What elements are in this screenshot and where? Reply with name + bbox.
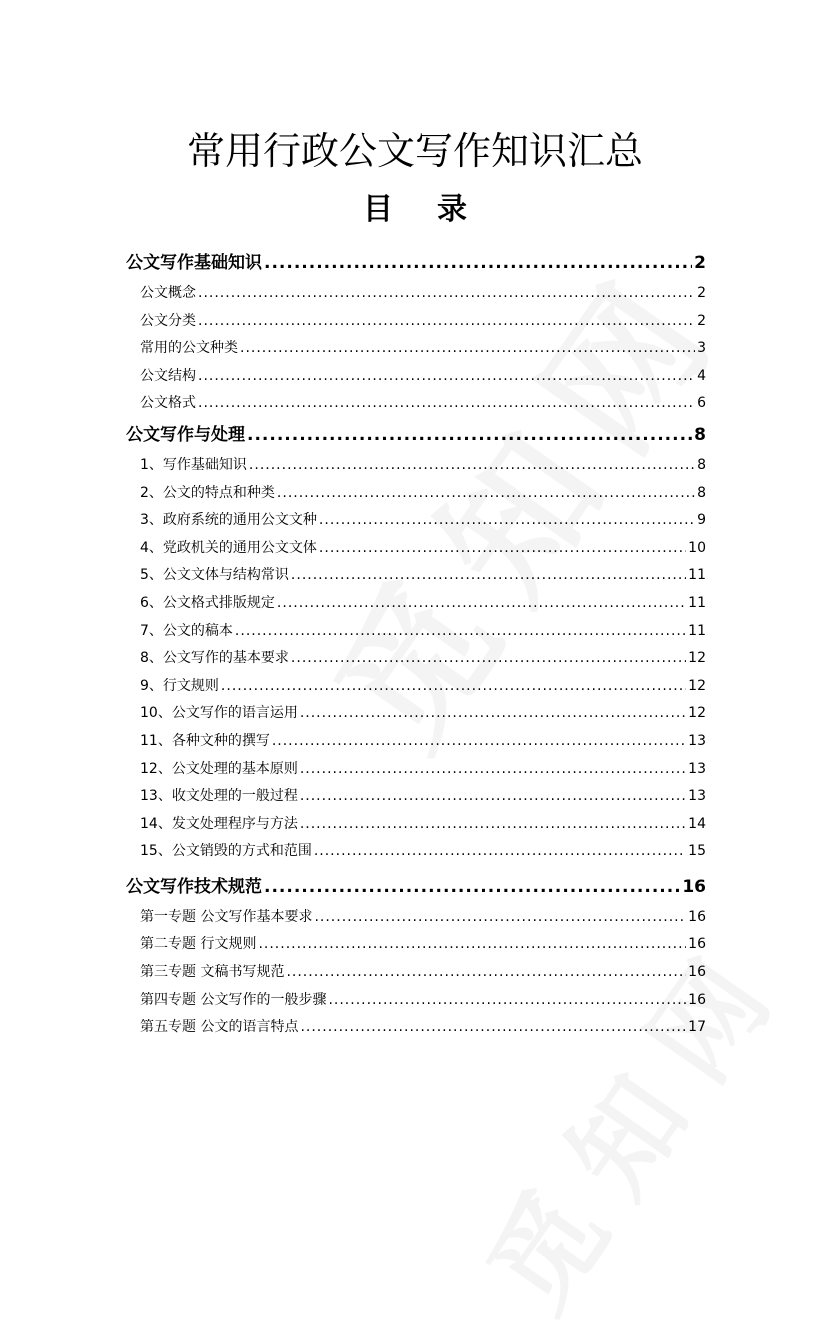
toc-entry-title: 公文写作与处理: [126, 424, 245, 445]
toc-entry-page: 12: [688, 705, 706, 722]
toc-item-entry[interactable]: [126, 959, 706, 987]
toc-item-entry[interactable]: [126, 756, 706, 784]
dot-leader: [247, 418, 692, 452]
toc-entry-page: 8: [694, 424, 706, 445]
dot-leader: [300, 756, 686, 784]
dot-leader: [300, 811, 686, 839]
toc-item-entry[interactable]: [126, 480, 706, 508]
toc-entry-page: 14: [688, 815, 706, 832]
dot-leader: [328, 987, 686, 1015]
toc-entry-title: 4、党政机关的通用公文文体: [140, 539, 317, 556]
toc-item-entry[interactable]: [126, 700, 706, 728]
toc-entry-title: 第二专题 行文规则: [140, 936, 257, 953]
dot-leader: [264, 870, 680, 904]
toc-entry-page: 17: [688, 1019, 706, 1036]
toc-item-entry[interactable]: [126, 838, 706, 866]
toc-entry-page: 12: [688, 650, 706, 667]
toc-entry-title: 第四专题 公文写作的一般步骤: [140, 991, 327, 1008]
dot-leader: [258, 931, 686, 959]
toc-entry-title: 第五专题 公文的语言特点: [140, 1019, 299, 1036]
dot-leader: [300, 783, 686, 811]
toc-item-entry[interactable]: [126, 783, 706, 811]
toc-item-entry[interactable]: [126, 562, 706, 590]
toc-item-entry[interactable]: [126, 1014, 706, 1042]
toc-entry-title: 公文写作基础知识: [126, 253, 262, 273]
dot-leader: [272, 728, 686, 756]
toc-item-entry[interactable]: [126, 728, 706, 756]
toc-entry-page: 9: [697, 512, 706, 529]
toc-item-entry[interactable]: [126, 363, 706, 391]
toc-entry-title: 10、公文写作的语言运用: [140, 705, 298, 722]
dot-leader: [198, 363, 695, 391]
toc-entry-page: 2: [694, 253, 706, 273]
toc-item-entry[interactable]: [126, 904, 706, 932]
toc-entry-title: 15、公文销毁的方式和范围: [140, 843, 312, 860]
toc-entry-title: 公文结构: [140, 367, 196, 384]
toc-item-entry[interactable]: [126, 535, 706, 563]
dot-leader: [235, 618, 686, 646]
toc-item-entry[interactable]: [126, 335, 706, 363]
toc-item-entry[interactable]: [126, 452, 706, 480]
dot-leader: [277, 480, 695, 508]
toc-entry-title: 第一专题 公文写作基本要求: [140, 908, 313, 925]
dot-leader: [300, 700, 686, 728]
toc-entry-page: 12: [688, 677, 706, 694]
toc-entry-title: 11、各种文种的撰写: [140, 732, 270, 749]
toc-item-entry[interactable]: [126, 308, 706, 336]
toc-item-entry[interactable]: [126, 507, 706, 535]
toc-entry-page: 10: [688, 539, 706, 556]
dot-leader: [314, 904, 686, 932]
toc-entry-title: 公文分类: [140, 312, 196, 329]
dot-leader: [291, 645, 686, 673]
toc-item-entry[interactable]: [126, 811, 706, 839]
toc-entry-title: 7、公文的稿本: [140, 622, 233, 639]
toc-item-entry[interactable]: [126, 931, 706, 959]
toc-entry-title: 常用的公文种类: [140, 340, 238, 357]
toc-section-entry[interactable]: [126, 418, 706, 452]
dot-leader: [286, 959, 686, 987]
toc-entry-page: 16: [688, 991, 706, 1008]
table-of-contents: [126, 246, 706, 1042]
toc-entry-title: 公文写作技术规范: [126, 876, 262, 897]
toc-item-entry[interactable]: [126, 590, 706, 618]
toc-entry-page: 2: [697, 312, 706, 329]
toc-entry-title: 8、公文写作的基本要求: [140, 650, 289, 667]
toc-item-entry[interactable]: [126, 645, 706, 673]
toc-heading-char: 录: [437, 192, 467, 227]
toc-entry-page: 11: [688, 622, 706, 639]
toc-entry-page: 16: [688, 936, 706, 953]
toc-entry-title: 9、行文规则: [140, 677, 219, 694]
toc-entry-title: 12、公文处理的基本原则: [140, 760, 298, 777]
toc-entry-page: 16: [682, 876, 706, 897]
toc-entry-page: 11: [688, 594, 706, 611]
toc-entry-title: 2、公文的特点和种类: [140, 484, 275, 501]
toc-section-entry[interactable]: [126, 870, 706, 904]
toc-item-entry[interactable]: [126, 280, 706, 308]
toc-entry-title: 13、收文处理的一般过程: [140, 788, 298, 805]
dot-leader: [198, 308, 695, 336]
toc-entry-title: 第三专题 文稿书写规范: [140, 964, 285, 981]
toc-item-entry[interactable]: [126, 618, 706, 646]
toc-entry-title: 3、政府系统的通用公文文种: [140, 512, 317, 529]
toc-heading: [0, 188, 830, 232]
toc-heading-char: 目: [363, 192, 393, 227]
toc-entry-title: 5、公文文体与结构常识: [140, 567, 289, 584]
toc-item-entry[interactable]: [126, 987, 706, 1015]
dot-leader: [240, 335, 695, 363]
document-title: 常用行政公文写作知识汇总: [186, 129, 643, 173]
toc-entry-page: 11: [688, 567, 706, 584]
dot-leader: [314, 838, 686, 866]
dot-leader: [291, 562, 686, 590]
toc-entry-page: 4: [697, 367, 706, 384]
toc-item-entry[interactable]: [126, 390, 706, 418]
toc-entry-page: 13: [688, 732, 706, 749]
dot-leader: [277, 590, 686, 618]
toc-entry-page: 6: [697, 395, 706, 412]
toc-entry-page: 16: [688, 964, 706, 981]
toc-section-entry[interactable]: [126, 246, 706, 280]
toc-entry-page: 3: [697, 340, 706, 357]
toc-entry-page: 13: [688, 788, 706, 805]
dot-leader: [249, 452, 695, 480]
dot-leader: [221, 673, 686, 701]
toc-item-entry[interactable]: [126, 673, 706, 701]
toc-entry-page: 16: [688, 908, 706, 925]
toc-entry-title: 6、公文格式排版规定: [140, 594, 275, 611]
dot-leader: [300, 1014, 686, 1042]
dot-leader: [198, 280, 695, 308]
toc-entry-title: 1、写作基础知识: [140, 456, 247, 473]
toc-entry-page: 13: [688, 760, 706, 777]
toc-entry-page: 15: [688, 843, 706, 860]
dot-leader: [319, 507, 695, 535]
dot-leader: [319, 535, 686, 563]
toc-entry-page: 2: [697, 285, 706, 301]
dot-leader: [198, 390, 695, 418]
toc-entry-page: 8: [697, 484, 706, 501]
toc-entry-title: 公文格式: [140, 395, 196, 412]
toc-entry-title: 公文概念: [140, 285, 196, 301]
toc-entry-page: 8: [697, 456, 706, 473]
toc-entry-title: 14、发文处理程序与方法: [140, 815, 298, 832]
dot-leader: [264, 246, 692, 280]
